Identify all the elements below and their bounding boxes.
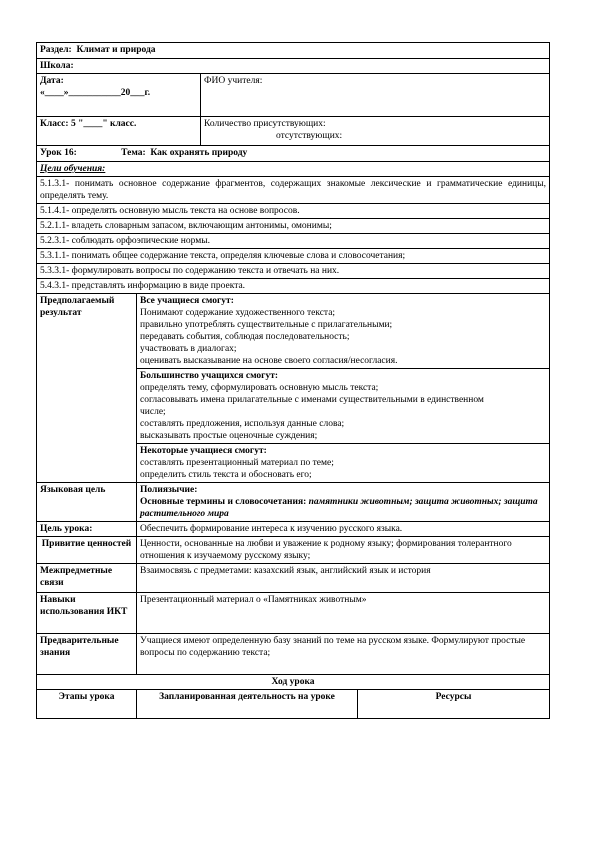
goal-row <box>37 249 550 264</box>
date-label: Дата: <box>40 76 64 86</box>
outcome-item: составлять предложения, используя данные слова; <box>140 419 345 429</box>
date-row <box>37 74 550 117</box>
school-cell <box>37 59 550 74</box>
goal-row <box>37 219 550 234</box>
info-value: Ценности, основанные на любви и уважение к родному языку; формирования толерантного отношения к изучаемому русскому языку; <box>137 537 550 564</box>
goal-item: 5.1.4.1- определять основную мысль текста на основе вопросов. <box>37 204 550 219</box>
teacher-cell <box>201 74 550 117</box>
topic-value: Как охранять природу <box>150 148 248 158</box>
outcomes-all-row <box>37 294 550 369</box>
outcomes-most-title: Большинство учащихся смогут: <box>140 371 279 381</box>
goal-row <box>37 279 550 294</box>
info-label: Межпредметные связи <box>37 564 137 593</box>
lesson-label: Урок 16: <box>40 148 77 158</box>
info-value: Взаимосвязь с предметами: казахский язык, английский язык и история <box>137 564 550 593</box>
goal-row <box>37 264 550 279</box>
goal-row <box>37 204 550 219</box>
goal-item: 5.2.3.1- соблюдать орфоэпические нормы. <box>37 234 550 249</box>
info-row <box>37 564 550 593</box>
language-row <box>37 483 550 522</box>
outcomes-all-title: Все учащиеся смогут: <box>140 296 234 306</box>
outcome-item: оценивать высказывание на основе своего согласия/несогласия. <box>140 356 398 366</box>
outcomes-some-title: Некоторые учащиеся смогут: <box>140 446 267 456</box>
lesson-plan-sheet <box>36 42 549 719</box>
col-activity: Запланированная деятельность на уроке <box>137 690 358 719</box>
info-row <box>37 634 550 675</box>
section-value: Климат и природа <box>76 45 156 55</box>
topic-label: Тема: <box>121 148 146 158</box>
language-label: Языковая цель <box>37 483 137 522</box>
outcome-item: Понимают содержание художественного текста; <box>140 308 336 318</box>
info-value: Обеспечить формирование интереса к изучению русского языка. <box>137 522 550 537</box>
info-row <box>37 522 550 537</box>
col-resources: Ресурсы <box>358 690 550 719</box>
class-row <box>37 117 550 146</box>
outcomes-all-cell <box>137 294 550 369</box>
col-stages: Этапы урока <box>37 690 137 719</box>
section-label: Раздел: <box>40 45 72 55</box>
outcome-item: высказывать простые оценочные суждения; <box>140 431 318 441</box>
info-label: Цель урока: <box>37 522 137 537</box>
info-label: Привитие ценностей <box>37 537 137 564</box>
course-title: Ход урока <box>37 675 550 690</box>
goal-row <box>37 177 550 204</box>
lesson-row <box>37 146 550 162</box>
class-cell <box>37 117 201 146</box>
lesson-plan-table <box>36 42 550 719</box>
language-cell <box>137 483 550 522</box>
section-row <box>37 43 550 59</box>
class-label: Класс: 5 "____" класс. <box>40 119 137 129</box>
outcomes-most-cell <box>137 369 550 444</box>
teacher-label: ФИО учителя: <box>204 76 263 86</box>
info-value: Учащиеся имеют определенную базу знаний по теме на русском языке. Формулируют простые вопросы по содержанию текста; <box>137 634 550 675</box>
date-line: «____»___________20___г. <box>40 88 151 98</box>
outcome-item: передавать события, соблюдая последовательность; <box>140 332 350 342</box>
goals-title: Цели обучения: <box>40 164 106 174</box>
outcome-item: определять тему, сформулировать основную мысль текста; <box>140 383 379 393</box>
lesson-cell <box>37 146 550 162</box>
outcomes-label: Предполагаемый результат <box>37 294 137 483</box>
course-title-row <box>37 675 550 690</box>
school-label: Школа: <box>40 61 74 71</box>
info-label: Навыки использования ИКТ <box>37 593 137 634</box>
outcome-item: согласовывать имена прилагательные с именами существительными в единственном числе; <box>140 395 484 417</box>
outcomes-some-cell <box>137 444 550 483</box>
course-header-row <box>37 690 550 719</box>
outcome-item: правильно употреблять существительные с прилагательными; <box>140 320 393 330</box>
outcome-item: определить стиль текста и обосновать его; <box>140 470 312 480</box>
present-label: Количество присутствующих: <box>204 119 326 129</box>
outcome-item: составлять презентационный материал по теме; <box>140 458 334 468</box>
section-cell <box>37 43 550 59</box>
info-label: Предварительные знания <box>37 634 137 675</box>
goal-row <box>37 234 550 249</box>
vocab-title: Полиязычие: <box>140 485 198 495</box>
absent-label: отсутствующих: <box>276 131 343 141</box>
date-cell <box>37 74 201 117</box>
school-row <box>37 59 550 74</box>
goal-item: 5.3.3.1- формулировать вопросы по содержанию текста и отвечать на них. <box>37 264 550 279</box>
info-value: Презентационный материал о «Памятниках животным» <box>137 593 550 634</box>
goal-item: 5.2.1.1- владеть словарным запасом, включающим антонимы, омонимы; <box>37 219 550 234</box>
goals-title-cell <box>37 162 550 177</box>
goals-title-row <box>37 162 550 177</box>
goal-item: 5.3.1.1- понимать общее содержание текста, определяя ключевые слова и словосочетания; <box>37 249 550 264</box>
outcome-item: участвовать в диалогах; <box>140 344 237 354</box>
goal-item: 5.4.3.1- представлять информацию в виде проекта. <box>37 279 550 294</box>
info-row <box>37 537 550 564</box>
goal-item: 5.1.3.1- понимать основное содержание фрагментов, содержащих знакомые лексические и грамматические единицы, определять тему. <box>37 177 550 204</box>
attendance-cell <box>201 117 550 146</box>
info-row <box>37 593 550 634</box>
terms-label: Основные термины и словосочетания: <box>140 497 307 507</box>
terms-value: памятники животным; защита животных; защита растительного мира <box>140 497 538 519</box>
